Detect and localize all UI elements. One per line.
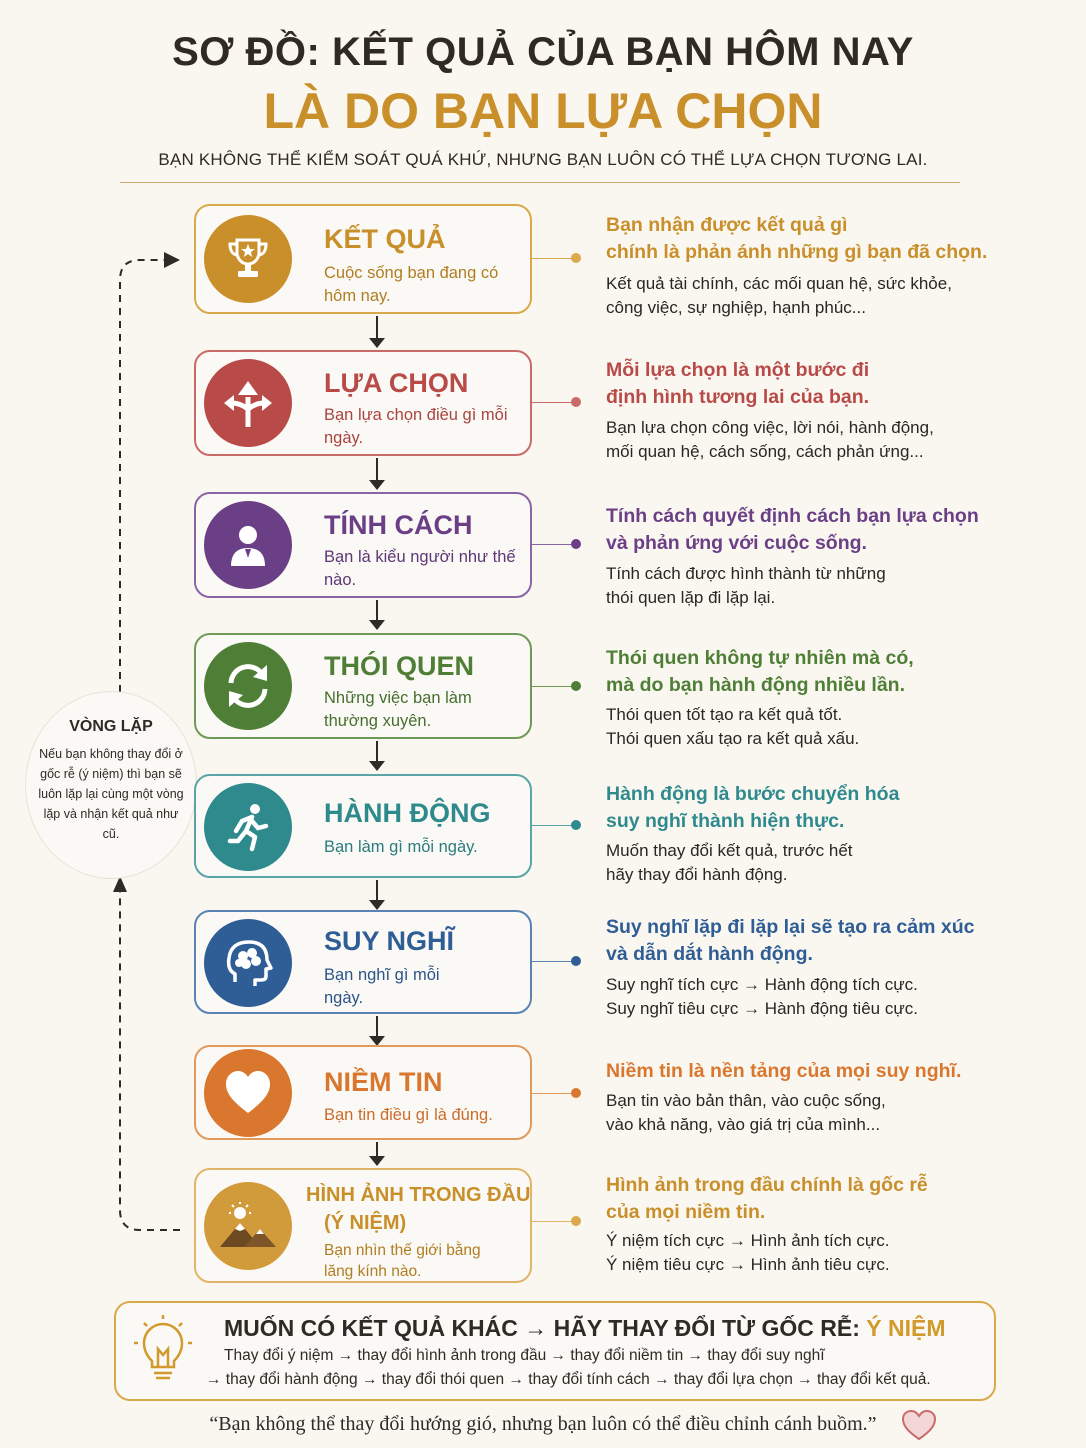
connector-line <box>532 258 574 259</box>
loop-note <box>26 692 196 878</box>
connector-dot <box>571 397 581 407</box>
step-desc: Bạn lựa chọn điều gì mỗi ngày. <box>324 406 508 447</box>
step-insight-body: Thói quen tốt tạo ra kết quả tốt. Thói quen xấu tạo ra kết quả xấu. <box>606 705 860 748</box>
step-choice-box <box>194 350 532 456</box>
connector-line <box>532 1093 574 1094</box>
step-title: KẾT QUẢ <box>324 224 446 254</box>
running-person-icon <box>204 783 292 871</box>
step-insight-body: Tính cách được hình thành từ những thói quen lặp đi lặp lại. <box>606 564 886 607</box>
closing-quote: “Bạn không thể thay đổi hướng gió, nhưng bạn luôn có thể điều chỉnh cánh buồm.” <box>209 1413 877 1435</box>
step-character-box <box>194 492 532 598</box>
step-insight-heading: Hình ảnh trong đầu chính là gốc rễ của mọi niềm tin. <box>606 1174 928 1223</box>
connector-dot <box>571 539 581 549</box>
connector-dot <box>571 253 581 263</box>
flow-arrow <box>376 600 378 622</box>
connector-dot <box>571 956 581 966</box>
step-insight-heading: Suy nghĩ lặp đi lặp lại sẽ tạo ra cảm xúc và dẫn dắt hành động. <box>606 916 975 965</box>
connector-dot <box>571 1088 581 1098</box>
takeaway-heading: MUỐN CÓ KẾT QUẢ KHÁC → HÃY THAY ĐỔI TỪ GỐC RỄ: Ý NIỆM <box>224 1315 946 1341</box>
step-insight-body: Bạn lựa chọn công việc, lời nói, hành động, mối quan hệ, cách sống, cách phản ứng... <box>606 418 934 461</box>
step-desc: Bạn làm gì mỗi ngày. <box>324 838 478 856</box>
step-insight-body: Kết quả tài chính, các mối quan hệ, sức khỏe, công việc, sự nghiệp, hạnh phúc... <box>606 274 952 317</box>
step-insight-heading: Thói quen không tự nhiên mà có, mà do bạn hành động nhiều lần. <box>606 647 914 696</box>
flow-arrow-head <box>369 761 385 771</box>
step-insight-heading: Niềm tin là nền tảng của mọi suy nghĩ. <box>606 1060 962 1082</box>
loop-title: VÒNG LẶP <box>69 718 153 735</box>
step-action-box <box>194 774 532 878</box>
step-insight-heading: Tính cách quyết định cách bạn lựa chọn và phản ứng với cuộc sống. <box>606 505 979 554</box>
step-desc: Bạn nghĩ gì mỗi ngày. <box>324 966 440 1007</box>
flow-arrow-head <box>369 338 385 348</box>
direction-arrows-icon <box>204 359 292 447</box>
step-title: LỰA CHỌN <box>324 368 469 398</box>
mountain-sun-icon <box>204 1182 292 1270</box>
flow-arrow <box>376 880 378 902</box>
flow-arrow-head <box>369 620 385 630</box>
step-insight-body: Ý niệm tích cực → Hình ảnh tích cực. Ý niệm tiêu cực → Hình ảnh tiêu cực. <box>606 1231 890 1274</box>
step-insight-heading: Bạn nhận được kết quả gì chính là phản ánh những gì bạn đã chọn. <box>606 214 988 263</box>
step-desc: Bạn tin điều gì là đúng. <box>324 1106 493 1124</box>
step-thought-box <box>194 910 532 1014</box>
key-takeaway-box <box>114 1301 996 1401</box>
step-desc: Cuộc sống bạn đang có hôm nay. <box>324 264 499 305</box>
step-insight-body: Muốn thay đổi kết quả, trước hết hãy thay đổi hành động. <box>606 841 853 884</box>
connector-line <box>532 825 574 826</box>
takeaway-line-1: Thay đổi ý niệm → thay đổi hình ảnh trong đầu → thay đổi niềm tin → thay đổi suy nghĩ <box>224 1347 825 1364</box>
heart-outline-icon <box>900 1408 938 1447</box>
step-insight-heading: Hành động là bước chuyển hóa suy nghĩ thành hiện thực. <box>606 783 900 832</box>
connector-line <box>532 402 574 403</box>
flow-arrow <box>376 458 378 482</box>
step-title: SUY NGHĨ <box>324 926 455 956</box>
step-belief-box <box>194 1045 532 1140</box>
connector-line <box>532 686 574 687</box>
flow-arrow-head <box>369 1156 385 1166</box>
flow-arrow-head <box>369 480 385 490</box>
step-desc: Bạn nhìn thế giới bằng lăng kính nào. <box>324 1242 481 1280</box>
takeaway-line-2: → thay đổi hành động → thay đổi thói quen → thay đổi tính cách → thay đổi lựa chọn → thay đổi kết quả. <box>206 1371 931 1388</box>
heart-icon <box>204 1049 292 1137</box>
person-icon <box>204 501 292 589</box>
step-insight-heading: Mỗi lựa chọn là một bước đi định hình tương lai của bạn. <box>606 359 870 408</box>
step-title: TÍNH CÁCH <box>324 510 473 540</box>
loop-body: Nếu bạn không thay đổi ở gốc rễ (ý niệm) thì bạn sẽ luôn lặp lại cùng một vòng lặp và nhận kết quả như cũ. <box>38 747 184 841</box>
step-habit-box <box>194 633 532 739</box>
step-insight-body: Bạn tin vào bản thân, vào cuộc sống, vào khả năng, vào giá trị của mình... <box>606 1091 886 1134</box>
connector-line <box>532 961 574 962</box>
connector-dot <box>571 1216 581 1226</box>
connector-line <box>532 1221 574 1222</box>
step-insight-body: Suy nghĩ tích cực → Hành động tích cực. Suy nghĩ tiêu cực → Hành động tiêu cực. <box>606 975 918 1018</box>
flow-arrow-head <box>369 900 385 910</box>
trophy-icon <box>204 215 292 303</box>
flow-arrow <box>376 1016 378 1038</box>
step-result-box <box>194 204 532 314</box>
step-mental-image-box <box>194 1168 532 1283</box>
step-desc: Bạn là kiểu người như thế nào. <box>324 548 516 589</box>
refresh-cycle-icon <box>204 642 292 730</box>
lightbulb-icon <box>132 1313 194 1396</box>
step-title: HÌNH ẢNH TRONG ĐẦU <box>306 1184 531 1206</box>
page-title-highlight: LÀ DO BẠN LỰA CHỌN <box>263 83 823 139</box>
step-title: HÀNH ĐỘNG <box>324 798 491 828</box>
header-divider <box>120 182 960 183</box>
connector-dot <box>571 681 581 691</box>
flow-arrow <box>376 316 378 340</box>
brain-head-icon <box>204 919 292 1007</box>
step-title: NIỀM TIN <box>324 1067 443 1097</box>
flow-arrow <box>376 741 378 763</box>
connector-dot <box>571 820 581 830</box>
page-title: SƠ ĐỒ: KẾT QUẢ CỦA BẠN HÔM NAY <box>172 30 914 74</box>
step-title: THÓI QUEN <box>324 651 475 681</box>
step-title-sub: (Ý NIỆM) <box>324 1212 407 1234</box>
connector-line <box>532 544 574 545</box>
step-desc: Những việc bạn làm thường xuyên. <box>324 689 472 730</box>
page-subtitle: BẠN KHÔNG THỂ KIỂM SOÁT QUÁ KHỨ, NHƯNG BẠN LUÔN CÓ THỂ LỰA CHỌN TƯƠNG LAI. <box>158 150 928 169</box>
